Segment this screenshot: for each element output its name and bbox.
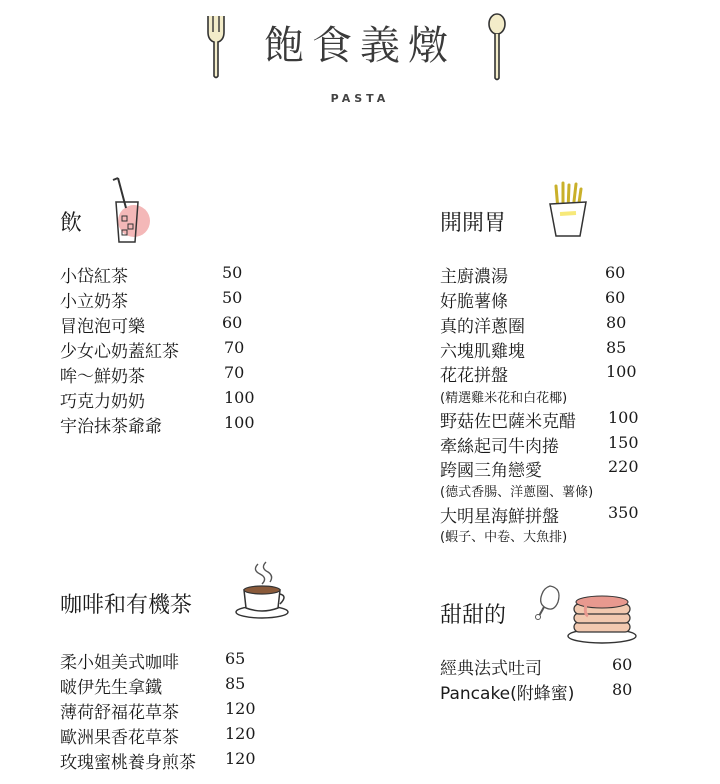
list-item [440, 456, 700, 480]
item-price: 60 [605, 288, 626, 307]
item-name: 哞～鮮奶茶 [60, 367, 145, 387]
item-name: 花花拼盤 [440, 366, 508, 386]
drinks-title: 飲 [60, 211, 83, 236]
item-name: 真的洋蔥圈 [440, 317, 525, 337]
list-item [440, 312, 700, 336]
fork-icon [204, 14, 228, 80]
list-item [60, 387, 300, 411]
item-name: 小岱紅茶 [60, 267, 128, 287]
item-name: Pancake(附蜂蜜) [440, 684, 575, 704]
item-name: 少女心奶蓋紅茶 [60, 342, 179, 362]
item-note: (蝦子、中卷、大魚排) [440, 530, 568, 545]
list-item [440, 287, 700, 311]
item-price: 80 [606, 313, 627, 332]
menu-header [0, 0, 720, 120]
list-item [60, 312, 300, 336]
item-price: 70 [224, 338, 245, 357]
item-name: 跨國三角戀愛 [440, 461, 542, 481]
item-name: 主廚濃湯 [440, 267, 508, 287]
coffee-title: 咖啡和有機茶 [60, 593, 193, 618]
item-name: 薄荷舒福花草茶 [60, 703, 179, 723]
item-price: 100 [224, 388, 255, 407]
item-price: 100 [606, 362, 637, 381]
item-price: 150 [608, 433, 639, 452]
item-name: 好脆薯條 [440, 292, 508, 312]
list-item [440, 337, 700, 361]
item-price: 220 [608, 457, 639, 476]
item-note: (德式香腸、洋蔥圈、薯條) [440, 485, 594, 500]
item-price: 70 [224, 363, 245, 382]
item-price: 60 [612, 655, 633, 674]
restaurant-subtitle: PASTA [330, 92, 390, 105]
item-price: 350 [608, 503, 639, 522]
item-name: 經典法式吐司 [440, 659, 542, 679]
list-item [60, 412, 300, 436]
item-price: 120 [225, 749, 256, 768]
item-price: 100 [224, 413, 255, 432]
item-name: 大明星海鮮拼盤 [440, 507, 559, 527]
item-price: 120 [225, 724, 256, 743]
list-item [440, 679, 700, 703]
list-item [60, 673, 310, 697]
appetizers-section [440, 180, 700, 550]
item-price: 100 [608, 408, 639, 427]
item-name: 宇治抹茶爺爺 [60, 417, 162, 437]
restaurant-name: 飽食義燉 [264, 23, 456, 69]
list-item [440, 654, 700, 678]
list-item [60, 362, 300, 386]
item-name: 歐洲果香花草茶 [60, 728, 179, 748]
drinks-section [60, 176, 300, 446]
item-price: 60 [222, 313, 243, 332]
item-name: 野菇佐巴薩米克醋 [440, 412, 576, 432]
coffee-cup-icon [232, 560, 292, 622]
item-name: 六塊肌雞塊 [440, 342, 525, 362]
list-item [60, 262, 300, 286]
desserts-title: 甜甜的 [440, 603, 507, 628]
item-name: 啵伊先生拿鐵 [60, 678, 162, 698]
pancake-icon [564, 592, 640, 646]
item-price: 60 [605, 263, 626, 282]
item-price: 50 [222, 288, 243, 307]
item-price: 65 [225, 649, 246, 668]
list-item [440, 262, 700, 286]
list-item [60, 287, 300, 311]
drink-glass-icon [108, 176, 152, 248]
item-name: 小立奶茶 [60, 292, 128, 312]
list-item [60, 723, 310, 747]
item-name: 柔小姐美式咖啡 [60, 653, 179, 673]
desserts-section [440, 580, 700, 710]
list-item [440, 432, 700, 456]
item-name: 玫瑰蜜桃養身煎茶 [60, 753, 196, 773]
item-price: 85 [225, 674, 246, 693]
list-item [440, 502, 700, 526]
list-item [440, 407, 700, 431]
item-price: 80 [612, 680, 633, 699]
fries-icon [546, 180, 590, 240]
coffee-section [60, 560, 310, 773]
item-price: 85 [606, 338, 627, 357]
item-price: 120 [225, 699, 256, 718]
item-price: 50 [222, 263, 243, 282]
item-note: (精選雞米花和白花椰) [440, 391, 568, 406]
item-name: 牽絲起司牛肉捲 [440, 437, 559, 457]
spoon-icon [486, 12, 508, 82]
list-item [60, 337, 300, 361]
list-item [60, 648, 310, 672]
list-item [60, 698, 310, 722]
list-item [60, 748, 310, 772]
chicken-leg-icon [534, 582, 564, 622]
item-name: 巧克力奶奶 [60, 392, 145, 412]
item-name: 冒泡泡可樂 [60, 317, 145, 337]
appetizers-title: 開開胃 [440, 211, 507, 236]
list-item [440, 361, 700, 385]
